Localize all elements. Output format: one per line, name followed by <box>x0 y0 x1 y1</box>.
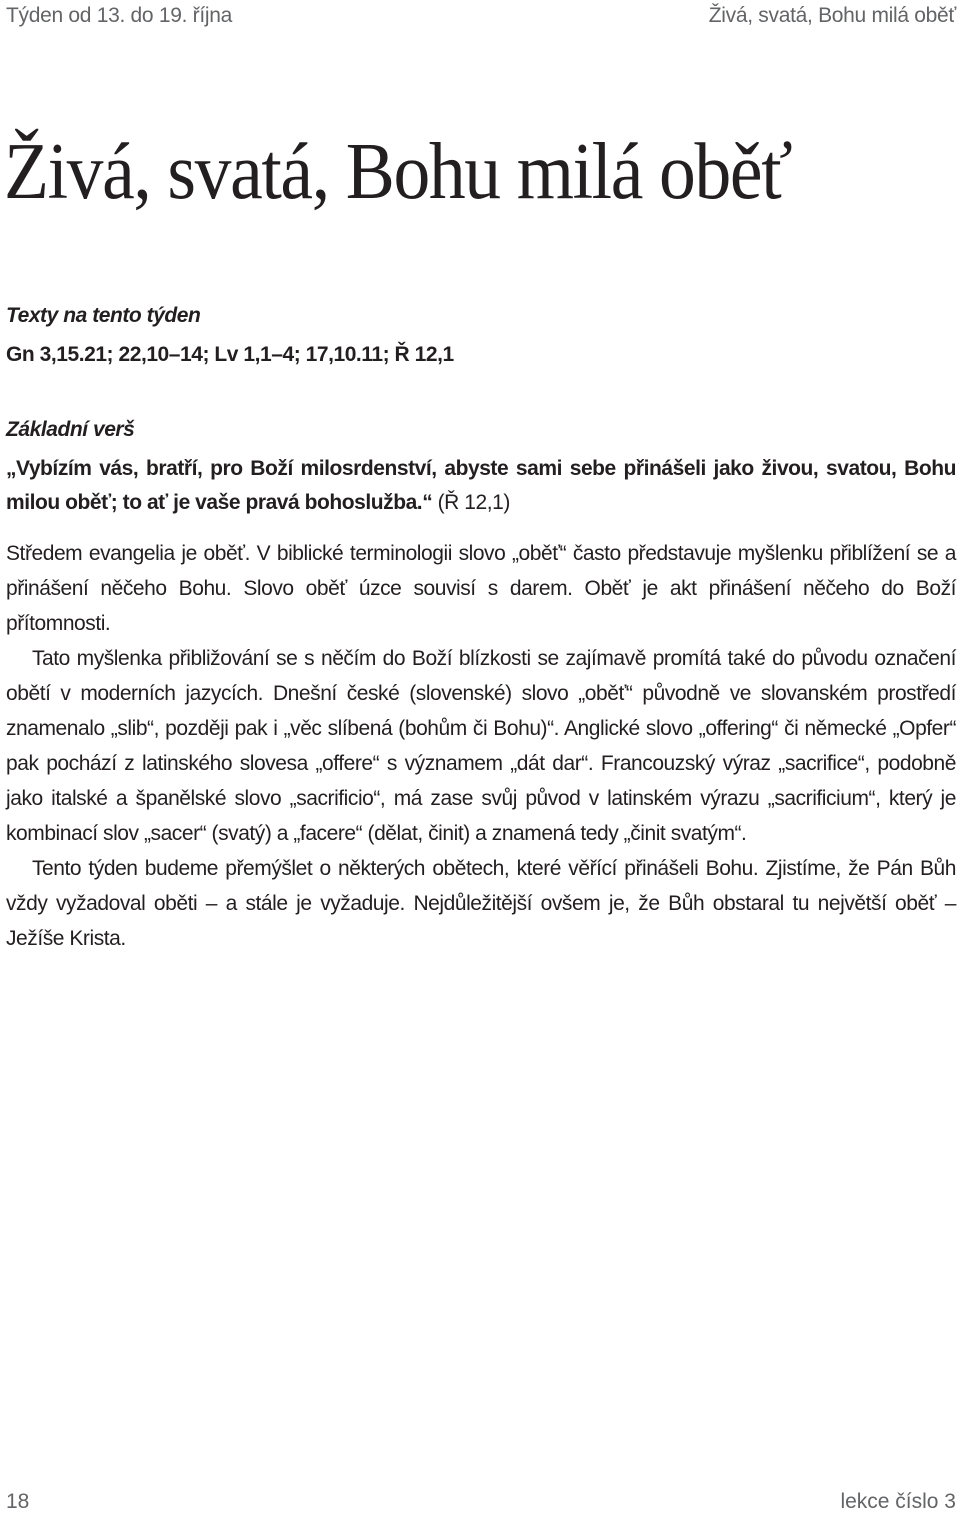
bible-references: Gn 3,15.21; 22,10–14; Lv 1,1–4; 17,10.11; Ř 12,1 <box>6 343 454 366</box>
section-spacer <box>6 372 956 408</box>
body-paragraph-2: Tento týden budeme přemýšlet o některých obětech, které věřící přinášeli Bohu. Zjistíme, že Pán Bůh vždy vyžadoval oběti – a stále je vyžaduje. Nejdůležitější ovšem je, že Bůh obstaral tu největší oběť – Ježíše Krista. <box>6 857 956 950</box>
key-verse-reference: (Ř 12,1) <box>437 491 510 514</box>
lesson-number: lekce číslo 3 <box>840 1490 956 1513</box>
body-paragraph-1: Tato myšlenka přibližování se s něčím do Boží blízkosti se zajímavě promítá také do původu označení obětí v moderních jazycích. Dnešní české (slovenské) slovo „oběť“ původně ve slovanském prostředí znamenalo „slib“, později pak i „věc slíbená (bohům či Bohu)“. Anglické slovo „offering“ či německé „Opfer“ pak pochází z latinského slovesa „offere“ s významem „dát dar“. Francouzský výraz „sacrifice“, podobně jako italské a španělské slovo „sacrificio“, má zase svůj původ v latinském výrazu „sacrificium“, který je kombinací slov „sacer“ (svatý) a „facere“ (dělat, činit) a znamená tedy „činit svatým“. <box>6 647 956 845</box>
key-verse <box>6 452 956 520</box>
lesson-content <box>6 294 956 956</box>
page-number: 18 <box>6 1490 30 1513</box>
texts-section-label: Texty na tento týden <box>6 304 201 327</box>
page-title: Živá, svatá, Bohu milá oběť <box>4 128 792 216</box>
running-header-title: Živá, svatá, Bohu milá oběť <box>708 4 956 27</box>
key-verse-quote: „Vybízím vás, bratří, pro Boží milosrdenství, abyste sami sebe přinášeli jako živou, svatou, Bohu milou oběť; to ať je vaše pravá bohoslužba.“ <box>6 457 956 514</box>
intro-paragraph: Středem evangelia je oběť. V biblické terminologii slovo „oběť“ často představuje myšlenku přiblížení se a přinášení něčeho Bohu. Slovo oběť úzce souvisí s darem. Oběť je akt přinášení něčeho do Boží přítomnosti. <box>6 542 956 635</box>
key-verse-label: Základní verš <box>6 418 135 441</box>
running-header-week: Týden od 13. do 19. října <box>6 4 232 27</box>
